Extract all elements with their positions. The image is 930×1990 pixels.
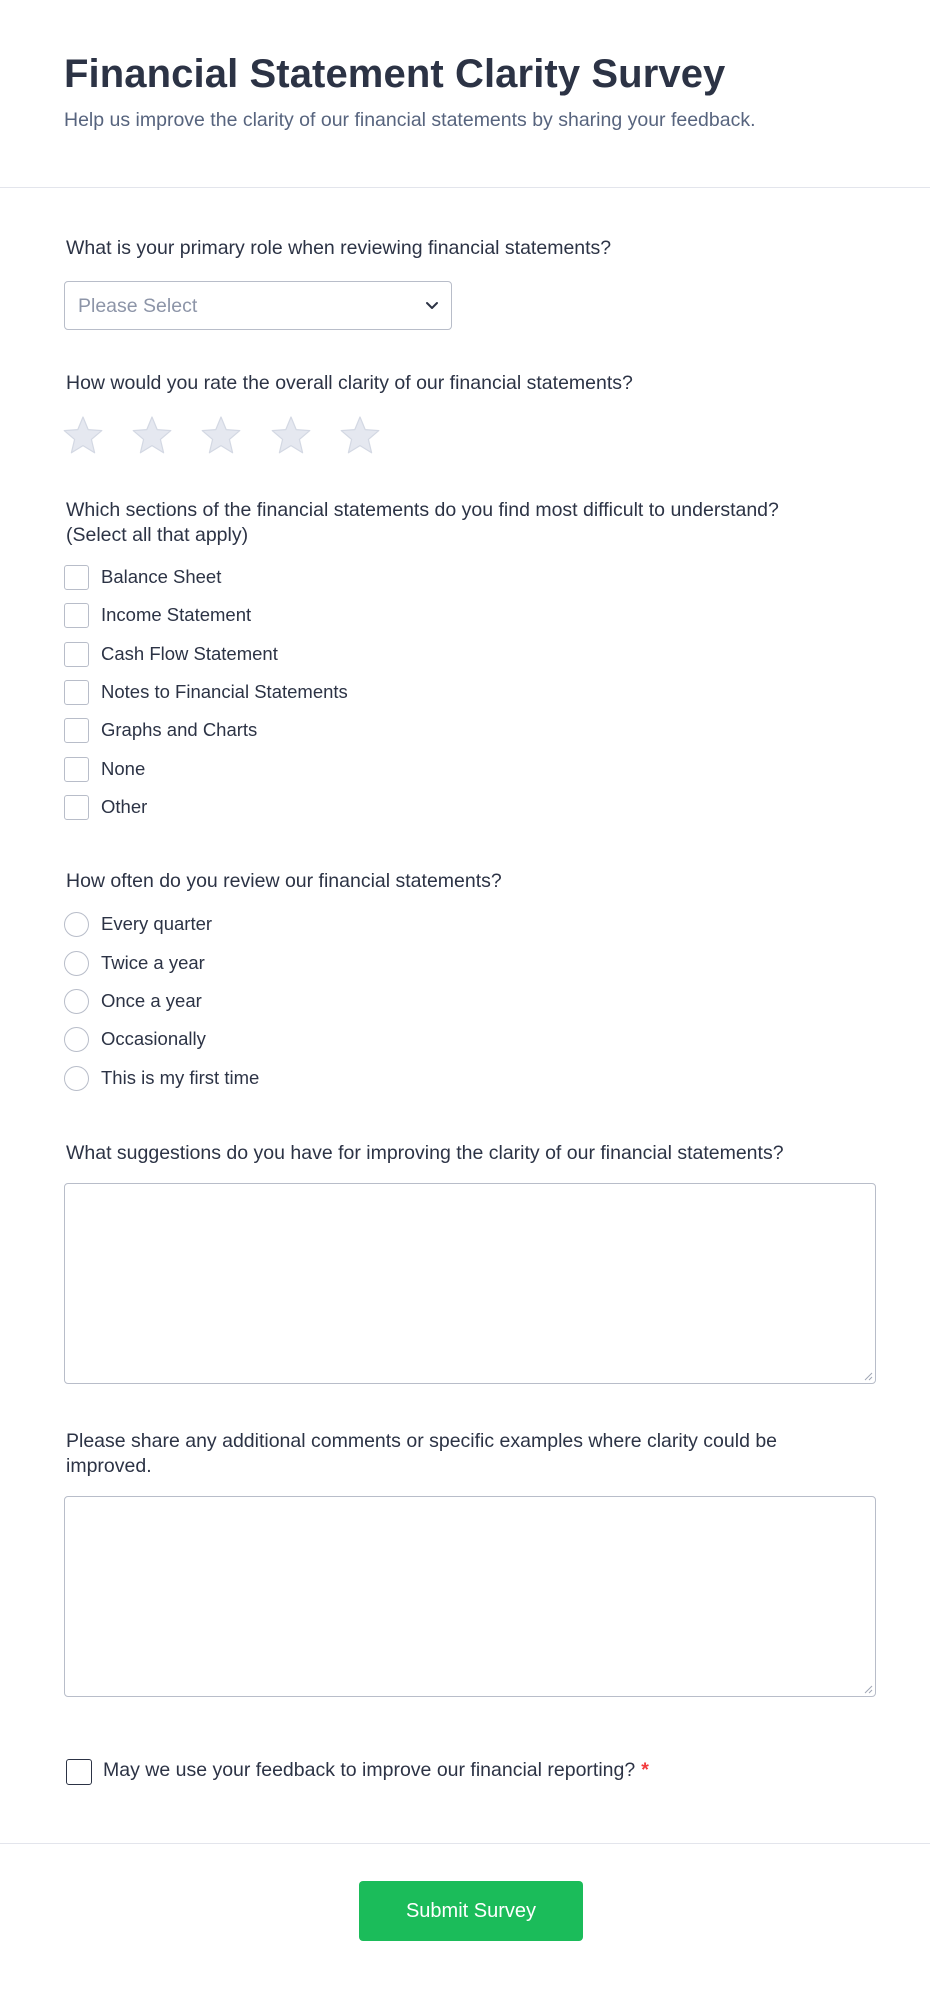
radio-label: Every quarter bbox=[101, 913, 213, 934]
role-select[interactable] bbox=[64, 281, 452, 330]
page-title: Financial Statement Clarity Survey bbox=[64, 52, 726, 96]
radio-option[interactable] bbox=[64, 1027, 484, 1053]
checkbox-label: Income Statement bbox=[101, 604, 252, 625]
radio-button[interactable] bbox=[64, 1027, 89, 1052]
checkbox-option[interactable] bbox=[64, 680, 484, 706]
radio-option[interactable] bbox=[64, 989, 484, 1015]
checkbox[interactable] bbox=[64, 680, 89, 705]
radio-option[interactable] bbox=[64, 1066, 484, 1092]
checkbox[interactable] bbox=[64, 565, 89, 590]
checkbox[interactable] bbox=[64, 642, 89, 667]
radio-label: This is my first time bbox=[101, 1067, 260, 1088]
question-difficult-sections-label bbox=[66, 498, 779, 548]
question-clarity-rating-label: How would you rate the overall clarity of our financial statements? bbox=[66, 372, 633, 394]
checkbox-label: Cash Flow Statement bbox=[101, 643, 278, 664]
checkbox-option[interactable] bbox=[64, 642, 484, 668]
suggestions-textarea[interactable] bbox=[64, 1183, 876, 1384]
star-icon[interactable] bbox=[200, 415, 242, 455]
checkbox-option[interactable] bbox=[64, 718, 484, 744]
resize-grip-icon[interactable] bbox=[863, 1684, 873, 1694]
radio-label: Twice a year bbox=[101, 952, 205, 973]
checkbox-label: Notes to Financial Statements bbox=[101, 681, 348, 702]
resize-grip-icon[interactable] bbox=[863, 1371, 873, 1381]
question-additional-comments-line1: Please share any additional comments or specific examples where clarity could be bbox=[66, 1430, 778, 1452]
radio-option[interactable] bbox=[64, 951, 484, 977]
radio-button[interactable] bbox=[64, 951, 89, 976]
radio-button[interactable] bbox=[64, 912, 89, 937]
question-review-frequency-label: How often do you review our financial statements? bbox=[66, 870, 502, 892]
role-select-placeholder: Please Select bbox=[78, 295, 198, 317]
star-icon[interactable] bbox=[131, 415, 173, 455]
consent-label bbox=[103, 1759, 649, 1782]
checkbox-option[interactable] bbox=[64, 565, 484, 591]
radio-label: Occasionally bbox=[101, 1028, 206, 1049]
footer-divider bbox=[0, 1843, 930, 1844]
radio-button[interactable] bbox=[64, 1066, 89, 1091]
question-suggestions-label: What suggestions do you have for improving the clarity of our financial statements? bbox=[66, 1142, 784, 1164]
question-additional-comments-line2: improved. bbox=[66, 1455, 152, 1477]
radio-option[interactable] bbox=[64, 912, 484, 938]
checkbox-option[interactable] bbox=[64, 603, 484, 629]
required-asterisk: * bbox=[641, 1759, 649, 1781]
question-additional-comments-label bbox=[66, 1429, 777, 1479]
checkbox-label: Other bbox=[101, 796, 148, 817]
star-icon[interactable] bbox=[270, 415, 312, 455]
page-subtitle: Help us improve the clarity of our financial statements by sharing your feedback. bbox=[64, 109, 756, 131]
consent-checkbox[interactable] bbox=[66, 1759, 92, 1785]
checkbox-label: None bbox=[101, 758, 146, 779]
checkbox-label: Graphs and Charts bbox=[101, 719, 258, 740]
chevron-down-icon bbox=[424, 297, 440, 313]
checkbox[interactable] bbox=[64, 718, 89, 743]
consent-label-text: May we use your feedback to improve our financial reporting? bbox=[103, 1759, 636, 1781]
radio-label: Once a year bbox=[101, 990, 202, 1011]
checkbox[interactable] bbox=[64, 795, 89, 820]
question-difficult-sections-line2: (Select all that apply) bbox=[66, 524, 249, 546]
checkbox[interactable] bbox=[64, 757, 89, 782]
star-icon[interactable] bbox=[62, 415, 104, 455]
question-role-label: What is your primary role when reviewing financial statements? bbox=[66, 237, 612, 259]
question-difficult-sections-line1: Which sections of the financial statements do you find most difficult to understand? bbox=[66, 499, 779, 521]
form-header bbox=[0, 0, 930, 188]
star-icon[interactable] bbox=[339, 415, 381, 455]
checkbox[interactable] bbox=[64, 603, 89, 628]
checkbox-label: Balance Sheet bbox=[101, 566, 222, 587]
checkbox-option[interactable] bbox=[64, 795, 484, 821]
radio-button[interactable] bbox=[64, 989, 89, 1014]
submit-survey-button[interactable]: Submit Survey bbox=[359, 1881, 583, 1941]
additional-comments-textarea[interactable] bbox=[64, 1496, 876, 1697]
checkbox-option[interactable] bbox=[64, 757, 484, 783]
